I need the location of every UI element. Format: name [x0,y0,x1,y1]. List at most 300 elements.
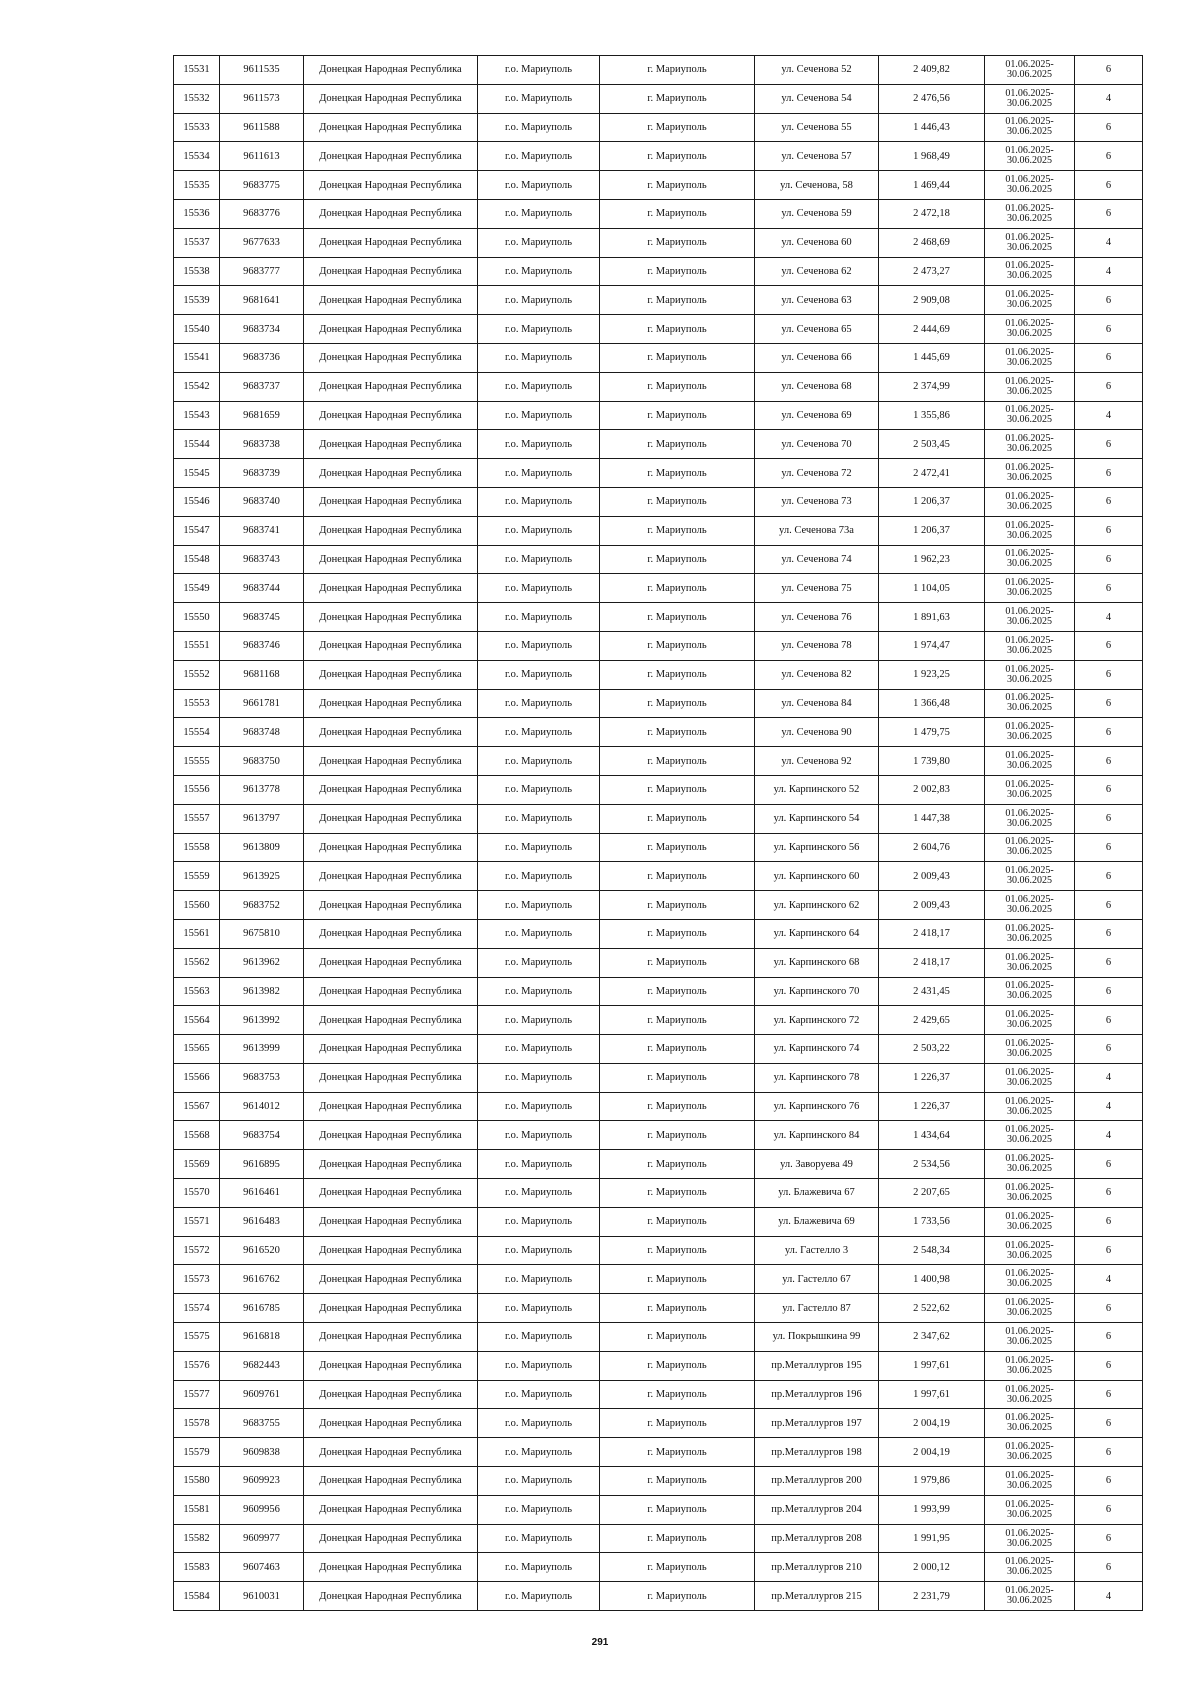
value-cell: 6 [1075,919,1143,948]
area-cell: 2 374,99 [879,372,985,401]
area-cell: 2 004,19 [879,1438,985,1467]
address-cell: ул. Гастелло 67 [755,1265,879,1294]
period-end: 30.06.2025 [1007,1307,1052,1319]
code-cell: 9683740 [220,487,304,516]
table-row [174,1179,1143,1208]
code-cell: 9609761 [220,1380,304,1409]
table-row [174,1409,1143,1438]
code-cell: 9683777 [220,257,304,286]
row-number-cell: 15584 [174,1582,220,1611]
city-cell: г. Мариуполь [600,977,755,1006]
row-number-cell: 15536 [174,199,220,228]
district-cell: г.о. Мариуполь [478,516,600,545]
row-number-cell: 15550 [174,603,220,632]
period-cell [985,747,1075,776]
city-cell: г. Мариуполь [600,343,755,372]
district-cell: г.о. Мариуполь [478,171,600,200]
code-cell: 9683750 [220,747,304,776]
period-cell [985,1409,1075,1438]
value-cell: 4 [1075,1063,1143,1092]
value-cell: 6 [1075,660,1143,689]
region-cell: Донецкая Народная Республика [304,631,478,660]
row-number-cell: 15549 [174,574,220,603]
area-cell: 1 891,63 [879,603,985,632]
region-cell: Донецкая Народная Республика [304,171,478,200]
period-cell [985,1380,1075,1409]
table-row [174,804,1143,833]
area-cell: 1 400,98 [879,1265,985,1294]
city-cell: г. Мариуполь [600,919,755,948]
district-cell: г.о. Мариуполь [478,775,600,804]
table-row [174,1006,1143,1035]
region-cell: Донецкая Народная Республика [304,516,478,545]
period-start: 01.06.2025- [1005,375,1054,387]
region-cell: Донецкая Народная Республика [304,1323,478,1352]
period-start: 01.06.2025- [1005,318,1054,330]
period-end: 30.06.2025 [1007,500,1052,512]
code-cell: 9683736 [220,343,304,372]
period-end: 30.06.2025 [1007,1249,1052,1261]
period-start: 01.06.2025- [1005,663,1054,675]
area-cell: 1 355,86 [879,401,985,430]
row-number-cell: 15576 [174,1351,220,1380]
value-cell: 6 [1075,1236,1143,1265]
table-row [174,401,1143,430]
period-end: 30.06.2025 [1007,644,1052,656]
value-cell: 6 [1075,948,1143,977]
region-cell: Донецкая Народная Республика [304,689,478,718]
address-cell: ул. Блажевича 67 [755,1179,879,1208]
period-start: 01.06.2025- [1005,1009,1054,1021]
code-cell: 9609838 [220,1438,304,1467]
area-cell: 2 009,43 [879,862,985,891]
code-cell: 9609923 [220,1467,304,1496]
district-cell: г.о. Мариуполь [478,459,600,488]
period-end: 30.06.2025 [1007,788,1052,800]
period-end: 30.06.2025 [1007,760,1052,772]
area-cell: 1 739,80 [879,747,985,776]
address-cell: ул. Карпинского 62 [755,891,879,920]
area-cell: 1 446,43 [879,113,985,142]
district-cell: г.о. Мариуполь [478,430,600,459]
table-row [174,1495,1143,1524]
value-cell: 4 [1075,228,1143,257]
period-start: 01.06.2025- [1005,606,1054,618]
region-cell: Донецкая Народная Республика [304,1582,478,1611]
city-cell: г. Мариуполь [600,1294,755,1323]
table-row [174,718,1143,747]
code-cell: 9683753 [220,1063,304,1092]
address-cell: пр.Металлургов 196 [755,1380,879,1409]
row-number-cell: 15535 [174,171,220,200]
period-start: 01.06.2025- [1005,116,1054,128]
code-cell: 9682443 [220,1351,304,1380]
region-cell: Донецкая Народная Республика [304,1236,478,1265]
code-cell: 9683752 [220,891,304,920]
value-cell: 6 [1075,1380,1143,1409]
district-cell: г.о. Мариуполь [478,142,600,171]
code-cell: 9683734 [220,315,304,344]
code-cell: 9683745 [220,603,304,632]
region-cell: Донецкая Народная Республика [304,113,478,142]
period-cell [985,487,1075,516]
value-cell: 6 [1075,1409,1143,1438]
value-cell: 6 [1075,171,1143,200]
district-cell: г.о. Мариуполь [478,113,600,142]
region-cell: Донецкая Народная Республика [304,804,478,833]
area-cell: 1 366,48 [879,689,985,718]
city-cell: г. Мариуполь [600,487,755,516]
district-cell: г.о. Мариуполь [478,631,600,660]
period-end: 30.06.2025 [1007,702,1052,714]
code-cell: 9683775 [220,171,304,200]
area-cell: 2 473,27 [879,257,985,286]
period-end: 30.06.2025 [1007,1566,1052,1578]
value-cell: 6 [1075,689,1143,718]
period-end: 30.06.2025 [1007,299,1052,311]
period-start: 01.06.2025- [1005,1066,1054,1078]
period-cell [985,545,1075,574]
area-cell: 1 469,44 [879,171,985,200]
code-cell: 9616483 [220,1207,304,1236]
code-cell: 9683755 [220,1409,304,1438]
period-end: 30.06.2025 [1007,673,1052,685]
table-row [174,977,1143,1006]
region-cell: Донецкая Народная Республика [304,228,478,257]
value-cell: 6 [1075,516,1143,545]
row-number-cell: 15559 [174,862,220,891]
region-cell: Донецкая Народная Республика [304,833,478,862]
row-number-cell: 15571 [174,1207,220,1236]
address-cell: ул. Сеченова 76 [755,603,879,632]
city-cell: г. Мариуполь [600,113,755,142]
region-cell: Донецкая Народная Республика [304,747,478,776]
value-cell: 6 [1075,718,1143,747]
city-cell: г. Мариуполь [600,775,755,804]
value-cell: 6 [1075,862,1143,891]
area-cell: 2 468,69 [879,228,985,257]
address-cell: ул. Сеченова 82 [755,660,879,689]
row-number-cell: 15577 [174,1380,220,1409]
row-number-cell: 15583 [174,1553,220,1582]
area-cell: 2 604,76 [879,833,985,862]
district-cell: г.о. Мариуполь [478,977,600,1006]
period-start: 01.06.2025- [1005,404,1054,416]
table-row [174,315,1143,344]
value-cell: 6 [1075,1553,1143,1582]
period-end: 30.06.2025 [1007,1537,1052,1549]
period-start: 01.06.2025- [1005,865,1054,877]
code-cell: 9607463 [220,1553,304,1582]
table-body [174,56,1143,1611]
row-number-cell: 15565 [174,1035,220,1064]
value-cell: 6 [1075,1006,1143,1035]
address-cell: пр.Металлургов 210 [755,1553,879,1582]
period-cell [985,660,1075,689]
code-cell: 9683738 [220,430,304,459]
period-cell [985,1323,1075,1352]
period-start: 01.06.2025- [1005,346,1054,358]
area-cell: 2 231,79 [879,1582,985,1611]
city-cell: г. Мариуполь [600,948,755,977]
region-cell: Донецкая Народная Республика [304,1006,478,1035]
period-start: 01.06.2025- [1005,778,1054,790]
period-cell [985,1063,1075,1092]
city-cell: г. Мариуполь [600,1323,755,1352]
value-cell: 4 [1075,1121,1143,1150]
period-cell [985,631,1075,660]
period-start: 01.06.2025- [1005,721,1054,733]
period-cell [985,862,1075,891]
region-cell: Донецкая Народная Республика [304,286,478,315]
area-cell: 1 997,61 [879,1351,985,1380]
city-cell: г. Мариуполь [600,1524,755,1553]
address-cell: ул. Карпинского 54 [755,804,879,833]
address-cell: ул. Сеченова 57 [755,142,879,171]
code-cell: 9611573 [220,84,304,113]
city-cell: г. Мариуполь [600,1179,755,1208]
area-cell: 1 206,37 [879,487,985,516]
row-number-cell: 15557 [174,804,220,833]
address-cell: ул. Карпинского 52 [755,775,879,804]
region-cell: Донецкая Народная Республика [304,919,478,948]
address-cell: ул. Карпинского 76 [755,1092,879,1121]
value-cell: 6 [1075,1467,1143,1496]
address-cell: ул. Сеченова 73а [755,516,879,545]
city-cell: г. Мариуполь [600,1495,755,1524]
city-cell: г. Мариуполь [600,372,755,401]
period-start: 01.06.2025- [1005,1556,1054,1568]
period-start: 01.06.2025- [1005,174,1054,186]
period-end: 30.06.2025 [1007,1479,1052,1491]
region-cell: Донецкая Народная Республика [304,545,478,574]
table-row [174,1524,1143,1553]
area-cell: 1 479,75 [879,718,985,747]
period-cell [985,948,1075,977]
value-cell: 6 [1075,372,1143,401]
period-cell [985,574,1075,603]
address-cell: пр.Металлургов 208 [755,1524,879,1553]
row-number-cell: 15542 [174,372,220,401]
area-cell: 1 733,56 [879,1207,985,1236]
area-cell: 2 472,41 [879,459,985,488]
district-cell: г.о. Мариуполь [478,1092,600,1121]
address-cell: ул. Сеченова 59 [755,199,879,228]
area-cell: 2 522,62 [879,1294,985,1323]
region-cell: Донецкая Народная Республика [304,1438,478,1467]
region-cell: Донецкая Народная Республика [304,1409,478,1438]
value-cell: 6 [1075,343,1143,372]
address-cell: ул. Карпинского 60 [755,862,879,891]
period-end: 30.06.2025 [1007,1278,1052,1290]
area-cell: 2 476,56 [879,84,985,113]
period-cell [985,1092,1075,1121]
district-cell: г.о. Мариуполь [478,1179,600,1208]
address-cell: ул. Сеченова 66 [755,343,879,372]
region-cell: Донецкая Народная Республика [304,891,478,920]
value-cell: 6 [1075,459,1143,488]
code-cell: 9613797 [220,804,304,833]
address-cell: ул. Блажевича 69 [755,1207,879,1236]
area-cell: 2 503,45 [879,430,985,459]
value-cell: 6 [1075,1207,1143,1236]
table-row [174,84,1143,113]
city-cell: г. Мариуполь [600,1006,755,1035]
table-row [174,948,1143,977]
period-end: 30.06.2025 [1007,472,1052,484]
table-row [174,1092,1143,1121]
district-cell: г.о. Мариуполь [478,1294,600,1323]
city-cell: г. Мариуполь [600,171,755,200]
period-cell [985,1351,1075,1380]
period-end: 30.06.2025 [1007,1364,1052,1376]
region-cell: Донецкая Народная Республика [304,401,478,430]
city-cell: г. Мариуполь [600,1150,755,1179]
area-cell: 1 962,23 [879,545,985,574]
period-cell [985,199,1075,228]
address-cell: ул. Сеченова 68 [755,372,879,401]
period-end: 30.06.2025 [1007,1422,1052,1434]
row-number-cell: 15564 [174,1006,220,1035]
address-cell: ул. Сеченова 78 [755,631,879,660]
code-cell: 9611613 [220,142,304,171]
code-cell: 9683744 [220,574,304,603]
city-cell: г. Мариуполь [600,1236,755,1265]
district-cell: г.о. Мариуполь [478,1121,600,1150]
area-cell: 1 206,37 [879,516,985,545]
row-number-cell: 15552 [174,660,220,689]
value-cell: 6 [1075,747,1143,776]
period-start: 01.06.2025- [1005,462,1054,474]
area-cell: 2 909,08 [879,286,985,315]
area-cell: 2 431,45 [879,977,985,1006]
address-cell: ул. Карпинского 78 [755,1063,879,1092]
region-cell: Донецкая Народная Республика [304,372,478,401]
district-cell: г.о. Мариуполь [478,1323,600,1352]
value-cell: 6 [1075,631,1143,660]
district-cell: г.о. Мариуполь [478,1380,600,1409]
period-start: 01.06.2025- [1005,145,1054,157]
period-start: 01.06.2025- [1005,1498,1054,1510]
period-cell [985,142,1075,171]
row-number-cell: 15553 [174,689,220,718]
row-number-cell: 15582 [174,1524,220,1553]
address-cell: ул. Сеченова 63 [755,286,879,315]
period-cell [985,1236,1075,1265]
table-row [174,1236,1143,1265]
row-number-cell: 15544 [174,430,220,459]
address-cell: ул. Сеченова 60 [755,228,879,257]
row-number-cell: 15562 [174,948,220,977]
value-cell: 6 [1075,199,1143,228]
address-cell: ул. Сеченова 84 [755,689,879,718]
table-row [174,545,1143,574]
period-end: 30.06.2025 [1007,155,1052,167]
code-cell: 9613962 [220,948,304,977]
address-cell: ул. Карпинского 70 [755,977,879,1006]
value-cell: 6 [1075,891,1143,920]
period-start: 01.06.2025- [1005,836,1054,848]
table-row [174,459,1143,488]
district-cell: г.о. Мариуполь [478,1467,600,1496]
value-cell: 6 [1075,56,1143,85]
period-start: 01.06.2025- [1005,519,1054,531]
table-row [174,660,1143,689]
table-row [174,833,1143,862]
page-number: 291 [591,1637,609,1648]
value-cell: 6 [1075,1351,1143,1380]
area-cell: 1 445,69 [879,343,985,372]
city-cell: г. Мариуполь [600,1035,755,1064]
row-number-cell: 15580 [174,1467,220,1496]
city-cell: г. Мариуполь [600,891,755,920]
city-cell: г. Мариуполь [600,862,755,891]
area-cell: 2 002,83 [879,775,985,804]
period-end: 30.06.2025 [1007,846,1052,858]
code-cell: 9681641 [220,286,304,315]
address-cell: ул. Карпинского 64 [755,919,879,948]
value-cell: 6 [1075,775,1143,804]
period-cell [985,343,1075,372]
district-cell: г.о. Мариуполь [478,862,600,891]
period-end: 30.06.2025 [1007,558,1052,570]
row-number-cell: 15531 [174,56,220,85]
value-cell: 6 [1075,1323,1143,1352]
area-cell: 1 991,95 [879,1524,985,1553]
period-cell [985,1179,1075,1208]
city-cell: г. Мариуполь [600,315,755,344]
region-cell: Донецкая Народная Республика [304,1553,478,1582]
district-cell: г.о. Мариуполь [478,1582,600,1611]
period-start: 01.06.2025- [1005,58,1054,70]
row-number-cell: 15574 [174,1294,220,1323]
city-cell: г. Мариуполь [600,1207,755,1236]
code-cell: 9613778 [220,775,304,804]
region-cell: Донецкая Народная Республика [304,1121,478,1150]
district-cell: г.о. Мариуполь [478,1409,600,1438]
code-cell: 9610031 [220,1582,304,1611]
row-number-cell: 15567 [174,1092,220,1121]
value-cell: 4 [1075,1265,1143,1294]
period-start: 01.06.2025- [1005,1412,1054,1424]
city-cell: г. Мариуполь [600,430,755,459]
region-cell: Донецкая Народная Республика [304,430,478,459]
table-row [174,1351,1143,1380]
period-cell [985,315,1075,344]
period-cell [985,919,1075,948]
address-cell: ул. Сеченова 65 [755,315,879,344]
address-cell: ул. Сеченова 75 [755,574,879,603]
period-cell [985,1467,1075,1496]
period-end: 30.06.2025 [1007,270,1052,282]
row-number-cell: 15566 [174,1063,220,1092]
table-row [174,171,1143,200]
period-end: 30.06.2025 [1007,356,1052,368]
district-cell: г.о. Мариуполь [478,372,600,401]
area-cell: 2 418,17 [879,948,985,977]
period-start: 01.06.2025- [1005,202,1054,214]
value-cell: 6 [1075,574,1143,603]
table-row [174,1035,1143,1064]
table-row [174,113,1143,142]
row-number-cell: 15538 [174,257,220,286]
row-number-cell: 15575 [174,1323,220,1352]
period-end: 30.06.2025 [1007,1019,1052,1031]
region-cell: Донецкая Народная Республика [304,977,478,1006]
district-cell: г.о. Мариуполь [478,1351,600,1380]
district-cell: г.о. Мариуполь [478,1265,600,1294]
period-start: 01.06.2025- [1005,1441,1054,1453]
